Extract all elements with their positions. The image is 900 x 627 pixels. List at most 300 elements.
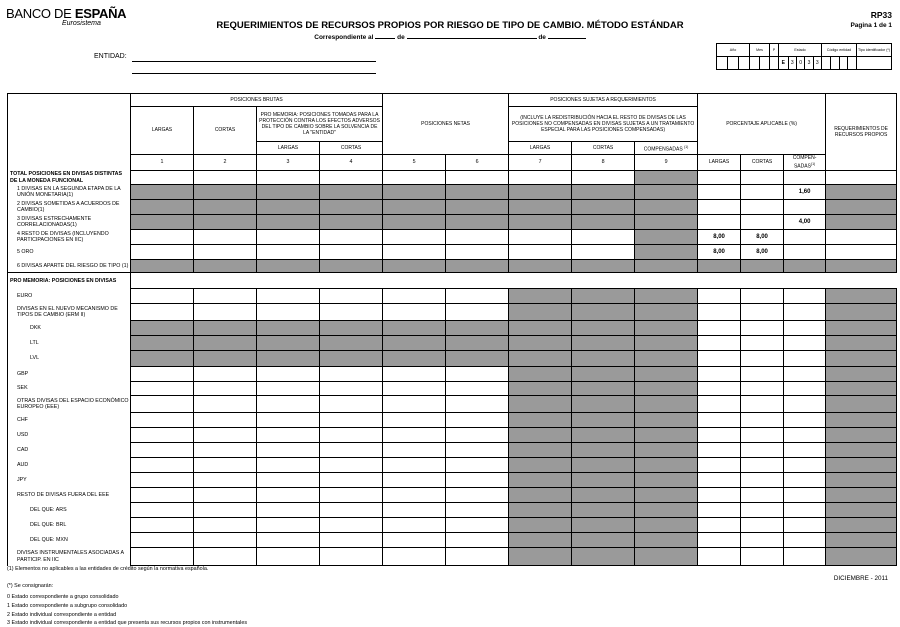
input-cell[interactable] bbox=[784, 473, 826, 488]
input-cell[interactable] bbox=[784, 304, 826, 321]
input-cell[interactable] bbox=[446, 245, 509, 260]
input-cell[interactable] bbox=[741, 518, 784, 533]
p-field[interactable] bbox=[770, 57, 779, 70]
input-cell[interactable] bbox=[383, 245, 446, 260]
input-cell[interactable] bbox=[194, 171, 257, 185]
input-cell[interactable] bbox=[257, 230, 320, 245]
month-digit[interactable] bbox=[760, 57, 770, 70]
input-cell[interactable] bbox=[257, 443, 320, 458]
row-label: DEL QUE: MXN bbox=[8, 533, 131, 548]
input-cell[interactable] bbox=[320, 428, 383, 443]
estado-label: Estado bbox=[779, 44, 822, 57]
disabled-cell bbox=[383, 321, 446, 336]
input-cell[interactable] bbox=[698, 503, 741, 518]
row-label: AUD bbox=[8, 458, 131, 473]
input-cell[interactable] bbox=[383, 503, 446, 518]
estado-digit: 3 bbox=[805, 57, 813, 70]
disabled-cell bbox=[826, 367, 897, 382]
input-cell[interactable] bbox=[257, 428, 320, 443]
input-cell[interactable] bbox=[698, 304, 741, 321]
input-cell[interactable] bbox=[446, 428, 509, 443]
table-row bbox=[8, 230, 897, 245]
disabled-cell bbox=[257, 215, 320, 230]
input-cell[interactable] bbox=[741, 304, 784, 321]
input-cell[interactable] bbox=[446, 304, 509, 321]
row-label: CHF bbox=[8, 413, 131, 428]
row-label: 5 ORO bbox=[8, 245, 131, 260]
input-cell[interactable] bbox=[784, 351, 826, 367]
input-cell[interactable] bbox=[257, 382, 320, 396]
input-cell[interactable] bbox=[826, 230, 897, 245]
disabled-cell bbox=[826, 215, 897, 230]
disabled-cell bbox=[509, 260, 572, 273]
input-cell[interactable] bbox=[320, 458, 383, 473]
table-row bbox=[8, 443, 897, 458]
input-cell[interactable] bbox=[509, 245, 572, 260]
disabled-cell bbox=[572, 533, 635, 548]
input-cell[interactable] bbox=[784, 336, 826, 351]
entity-digit[interactable] bbox=[839, 57, 848, 70]
input-cell[interactable] bbox=[194, 413, 257, 428]
row-label: DIVISAS EN EL NUEVO MECANISMO DE TIPOS DE CAMBIO (ERM II) bbox=[8, 304, 131, 321]
disabled-cell bbox=[131, 351, 194, 367]
disabled-cell bbox=[635, 428, 698, 443]
input-cell[interactable] bbox=[194, 458, 257, 473]
input-cell[interactable] bbox=[131, 443, 194, 458]
disabled-cell bbox=[635, 548, 698, 566]
posiciones-brutas-header: POSICIONES BRUTAS bbox=[131, 94, 383, 107]
codigo-entidad-label: Código entidad bbox=[822, 44, 857, 57]
input-cell[interactable] bbox=[784, 458, 826, 473]
input-cell[interactable] bbox=[320, 304, 383, 321]
disabled-cell bbox=[320, 185, 383, 200]
input-cell[interactable] bbox=[784, 518, 826, 533]
input-cell[interactable] bbox=[194, 367, 257, 382]
input-cell[interactable] bbox=[257, 171, 320, 185]
input-cell[interactable] bbox=[320, 503, 383, 518]
input-cell[interactable] bbox=[446, 473, 509, 488]
input-cell[interactable] bbox=[784, 245, 826, 260]
identification-box bbox=[716, 43, 892, 70]
disabled-cell bbox=[509, 289, 572, 304]
input-cell[interactable] bbox=[741, 185, 784, 200]
input-cell[interactable] bbox=[383, 488, 446, 503]
disabled-cell bbox=[741, 260, 784, 273]
row-label: 3 DIVISAS ESTRECHAMENTE CORRELACIONADAS(1) bbox=[8, 215, 131, 230]
input-cell[interactable] bbox=[509, 230, 572, 245]
input-cell[interactable] bbox=[131, 458, 194, 473]
input-cell[interactable] bbox=[131, 503, 194, 518]
input-cell[interactable] bbox=[741, 336, 784, 351]
table-row bbox=[8, 367, 897, 382]
input-cell[interactable] bbox=[698, 289, 741, 304]
input-cell[interactable] bbox=[698, 396, 741, 413]
footnote-1: (1) Elementos no aplicables a las entidades de crédito según la normativa española. bbox=[7, 566, 209, 572]
input-cell[interactable] bbox=[320, 548, 383, 566]
input-cell[interactable] bbox=[784, 200, 826, 215]
pct-cortas-header: CORTAS bbox=[741, 155, 784, 171]
input-cell[interactable] bbox=[194, 473, 257, 488]
input-cell[interactable] bbox=[194, 230, 257, 245]
input-cell[interactable] bbox=[741, 200, 784, 215]
input-cell[interactable] bbox=[257, 413, 320, 428]
input-cell[interactable] bbox=[257, 503, 320, 518]
year-digit[interactable] bbox=[717, 57, 728, 70]
pct-largas-header: LARGAS bbox=[698, 155, 741, 171]
input-cell[interactable] bbox=[572, 245, 635, 260]
input-cell[interactable] bbox=[383, 230, 446, 245]
input-cell[interactable] bbox=[698, 367, 741, 382]
footnote-option-0: 0 Estado correspondiente a grupo consolidado bbox=[7, 594, 119, 600]
disabled-cell bbox=[572, 215, 635, 230]
input-cell[interactable] bbox=[131, 367, 194, 382]
row-label: 1 DIVISAS EN LA SEGUNDA ETAPA DE LA UNIÓN MONETARIA(1) bbox=[8, 185, 131, 200]
entity-digit[interactable] bbox=[830, 57, 839, 70]
input-cell[interactable] bbox=[131, 428, 194, 443]
input-cell[interactable] bbox=[784, 321, 826, 336]
col-cortas-header: CORTAS bbox=[194, 107, 257, 155]
input-cell[interactable] bbox=[194, 289, 257, 304]
disabled-cell bbox=[572, 336, 635, 351]
input-cell[interactable] bbox=[257, 548, 320, 566]
form-date: DICIEMBRE - 2011 bbox=[833, 575, 888, 582]
input-cell[interactable] bbox=[741, 289, 784, 304]
input-cell[interactable] bbox=[257, 518, 320, 533]
input-cell[interactable] bbox=[698, 200, 741, 215]
disabled-cell bbox=[826, 351, 897, 367]
input-cell[interactable] bbox=[741, 548, 784, 566]
input-cell[interactable] bbox=[741, 396, 784, 413]
input-cell[interactable] bbox=[446, 533, 509, 548]
input-cell[interactable] bbox=[784, 443, 826, 458]
input-cell[interactable] bbox=[741, 488, 784, 503]
disabled-cell bbox=[194, 200, 257, 215]
input-cell[interactable] bbox=[784, 503, 826, 518]
row-label: PRO MEMORIA: POSICIONES EN DIVISAS bbox=[8, 273, 131, 289]
suj-compensadas-header: COMPENSADAS $^{(1)}$ bbox=[635, 142, 698, 155]
input-cell[interactable] bbox=[320, 488, 383, 503]
disabled-cell bbox=[257, 321, 320, 336]
input-cell[interactable] bbox=[257, 304, 320, 321]
input-cell[interactable] bbox=[383, 382, 446, 396]
input-cell[interactable] bbox=[131, 548, 194, 566]
disabled-cell bbox=[572, 428, 635, 443]
input-cell[interactable] bbox=[784, 230, 826, 245]
input-cell[interactable] bbox=[257, 473, 320, 488]
input-cell[interactable] bbox=[446, 289, 509, 304]
input-cell[interactable] bbox=[194, 503, 257, 518]
disabled-cell bbox=[635, 215, 698, 230]
input-cell[interactable] bbox=[194, 533, 257, 548]
input-cell[interactable] bbox=[741, 428, 784, 443]
input-cell[interactable] bbox=[383, 458, 446, 473]
disabled-cell bbox=[635, 367, 698, 382]
input-cell[interactable] bbox=[698, 548, 741, 566]
input-cell[interactable] bbox=[194, 428, 257, 443]
disabled-cell bbox=[131, 321, 194, 336]
input-cell[interactable] bbox=[194, 396, 257, 413]
input-cell[interactable] bbox=[741, 443, 784, 458]
entidad-line-2[interactable] bbox=[132, 73, 376, 74]
entity-digit[interactable] bbox=[848, 57, 857, 70]
disabled-cell bbox=[635, 304, 698, 321]
input-cell[interactable] bbox=[446, 413, 509, 428]
input-cell[interactable] bbox=[446, 171, 509, 185]
input-cell[interactable] bbox=[131, 413, 194, 428]
input-cell[interactable] bbox=[320, 289, 383, 304]
input-cell[interactable] bbox=[131, 289, 194, 304]
col-largas-header: LARGAS bbox=[131, 107, 194, 155]
input-cell[interactable] bbox=[741, 458, 784, 473]
input-cell[interactable] bbox=[446, 443, 509, 458]
input-cell[interactable] bbox=[383, 428, 446, 443]
input-cell[interactable] bbox=[446, 488, 509, 503]
row-label: DEL QUE: BRL bbox=[8, 518, 131, 533]
input-cell[interactable] bbox=[572, 171, 635, 185]
input-cell[interactable] bbox=[194, 245, 257, 260]
input-cell[interactable] bbox=[131, 473, 194, 488]
input-cell[interactable] bbox=[784, 382, 826, 396]
input-cell[interactable] bbox=[446, 396, 509, 413]
input-cell[interactable] bbox=[784, 428, 826, 443]
disabled-cell bbox=[509, 548, 572, 566]
input-cell[interactable] bbox=[698, 171, 741, 185]
table-row bbox=[8, 533, 897, 548]
table-row bbox=[8, 473, 897, 488]
input-cell[interactable] bbox=[572, 230, 635, 245]
input-cell[interactable] bbox=[509, 171, 572, 185]
table-row bbox=[8, 289, 897, 304]
input-cell[interactable] bbox=[320, 230, 383, 245]
disabled-cell bbox=[572, 351, 635, 367]
input-cell[interactable] bbox=[446, 230, 509, 245]
input-cell[interactable] bbox=[320, 533, 383, 548]
table-row bbox=[8, 428, 897, 443]
input-cell[interactable] bbox=[741, 473, 784, 488]
input-cell[interactable] bbox=[826, 171, 897, 185]
input-cell[interactable] bbox=[741, 215, 784, 230]
table-row bbox=[8, 200, 897, 215]
input-cell[interactable] bbox=[741, 533, 784, 548]
input-cell[interactable] bbox=[741, 367, 784, 382]
input-cell[interactable] bbox=[257, 289, 320, 304]
disabled-cell bbox=[572, 382, 635, 396]
row-label: SEK bbox=[8, 382, 131, 396]
input-cell[interactable] bbox=[698, 443, 741, 458]
input-cell[interactable] bbox=[383, 289, 446, 304]
input-cell[interactable] bbox=[131, 230, 194, 245]
disabled-cell bbox=[826, 260, 897, 273]
input-cell[interactable] bbox=[383, 548, 446, 566]
disabled-cell bbox=[320, 260, 383, 273]
input-cell[interactable] bbox=[446, 458, 509, 473]
disabled-cell bbox=[572, 443, 635, 458]
input-cell[interactable] bbox=[131, 533, 194, 548]
input-cell[interactable] bbox=[784, 533, 826, 548]
input-cell[interactable] bbox=[446, 367, 509, 382]
input-cell[interactable] bbox=[320, 443, 383, 458]
input-cell[interactable] bbox=[698, 336, 741, 351]
input-cell[interactable] bbox=[698, 215, 741, 230]
input-cell[interactable] bbox=[257, 367, 320, 382]
input-cell[interactable] bbox=[194, 518, 257, 533]
input-cell[interactable] bbox=[131, 382, 194, 396]
disabled-cell bbox=[635, 488, 698, 503]
input-cell[interactable] bbox=[698, 185, 741, 200]
disabled-cell bbox=[320, 200, 383, 215]
year-digit[interactable] bbox=[728, 57, 739, 70]
input-cell[interactable] bbox=[131, 171, 194, 185]
disabled-cell bbox=[826, 458, 897, 473]
input-cell[interactable] bbox=[698, 382, 741, 396]
disabled-cell bbox=[572, 289, 635, 304]
input-cell[interactable] bbox=[698, 473, 741, 488]
input-cell[interactable] bbox=[194, 382, 257, 396]
table-row bbox=[8, 304, 897, 321]
row-label: DIVISAS INSTRUMENTALES ASOCIADAS A PARTICIP. EN IIC bbox=[8, 548, 131, 566]
input-cell[interactable] bbox=[784, 548, 826, 566]
input-cell[interactable] bbox=[320, 473, 383, 488]
input-cell[interactable] bbox=[698, 351, 741, 367]
input-cell[interactable] bbox=[784, 413, 826, 428]
input-cell[interactable] bbox=[383, 396, 446, 413]
table-row bbox=[8, 260, 897, 273]
estado-digit: 3 bbox=[813, 57, 821, 70]
input-cell[interactable] bbox=[257, 458, 320, 473]
form-title: REQUERIMIENTOS DE RECURSOS PROPIOS POR RIESGO DE TIPO DE CAMBIO. MÉTODO ESTÁNDAR bbox=[216, 20, 684, 31]
disabled-cell bbox=[572, 458, 635, 473]
input-cell[interactable] bbox=[320, 367, 383, 382]
table-row bbox=[8, 351, 897, 367]
input-cell[interactable] bbox=[383, 413, 446, 428]
col-number: 2 bbox=[194, 155, 257, 171]
disabled-cell bbox=[572, 200, 635, 215]
disabled-cell bbox=[194, 336, 257, 351]
input-cell[interactable] bbox=[194, 304, 257, 321]
month-digit[interactable] bbox=[750, 57, 760, 70]
pct-compen-header: COMPEN-SADAS$^{(1)}$ bbox=[784, 155, 826, 171]
input-cell[interactable] bbox=[194, 548, 257, 566]
disabled-cell bbox=[572, 185, 635, 200]
disabled-cell bbox=[131, 215, 194, 230]
entity-digit[interactable] bbox=[822, 57, 831, 70]
input-cell[interactable] bbox=[131, 245, 194, 260]
input-cell[interactable] bbox=[698, 428, 741, 443]
tipo-identificador-field[interactable] bbox=[857, 57, 892, 70]
disabled-cell bbox=[635, 458, 698, 473]
input-cell[interactable] bbox=[383, 533, 446, 548]
disabled-cell bbox=[509, 215, 572, 230]
input-cell[interactable] bbox=[784, 367, 826, 382]
input-cell[interactable] bbox=[784, 171, 826, 185]
input-cell[interactable] bbox=[446, 548, 509, 566]
input-cell[interactable] bbox=[257, 245, 320, 260]
entidad-label: ENTIDAD: bbox=[94, 53, 127, 60]
input-cell[interactable] bbox=[320, 413, 383, 428]
disabled-cell bbox=[635, 396, 698, 413]
disabled-cell bbox=[509, 304, 572, 321]
input-cell[interactable] bbox=[698, 458, 741, 473]
input-cell[interactable] bbox=[320, 382, 383, 396]
entidad-line-1[interactable] bbox=[132, 61, 376, 62]
input-cell[interactable] bbox=[194, 443, 257, 458]
input-cell[interactable] bbox=[320, 245, 383, 260]
disabled-cell bbox=[509, 488, 572, 503]
disabled-cell bbox=[131, 260, 194, 273]
input-cell[interactable] bbox=[784, 488, 826, 503]
table-row bbox=[8, 488, 897, 503]
input-cell[interactable] bbox=[741, 503, 784, 518]
row-label: RESTO DE DIVISAS FUERA DEL EEE bbox=[8, 488, 131, 503]
input-cell[interactable] bbox=[383, 304, 446, 321]
input-cell[interactable] bbox=[383, 367, 446, 382]
disabled-cell bbox=[826, 503, 897, 518]
disabled-cell bbox=[826, 413, 897, 428]
input-cell[interactable] bbox=[741, 351, 784, 367]
disabled-cell bbox=[446, 215, 509, 230]
input-cell[interactable] bbox=[131, 488, 194, 503]
input-cell[interactable] bbox=[741, 382, 784, 396]
row-label: 2 DIVISAS SOMETIDAS A ACUERDOS DE CAMBIO(1) bbox=[8, 200, 131, 215]
input-cell[interactable] bbox=[320, 396, 383, 413]
input-cell[interactable] bbox=[826, 245, 897, 260]
input-cell[interactable] bbox=[257, 533, 320, 548]
table-row bbox=[8, 215, 897, 230]
disabled-cell bbox=[826, 533, 897, 548]
table-row bbox=[8, 548, 897, 566]
input-cell[interactable] bbox=[257, 396, 320, 413]
input-cell[interactable] bbox=[320, 518, 383, 533]
input-cell[interactable] bbox=[698, 413, 741, 428]
fixed-percentage: 8,00 bbox=[741, 230, 784, 245]
input-cell[interactable] bbox=[383, 518, 446, 533]
disabled-cell bbox=[635, 321, 698, 336]
input-cell[interactable] bbox=[698, 488, 741, 503]
input-cell[interactable] bbox=[383, 473, 446, 488]
table-row bbox=[8, 458, 897, 473]
input-cell[interactable] bbox=[383, 443, 446, 458]
input-cell[interactable] bbox=[131, 304, 194, 321]
input-cell[interactable] bbox=[741, 413, 784, 428]
input-cell[interactable] bbox=[383, 171, 446, 185]
disabled-cell bbox=[635, 171, 698, 185]
disabled-cell bbox=[131, 336, 194, 351]
input-cell[interactable] bbox=[257, 488, 320, 503]
estado-digit: 3 bbox=[788, 57, 796, 70]
input-cell[interactable] bbox=[784, 289, 826, 304]
input-cell[interactable] bbox=[320, 171, 383, 185]
input-cell[interactable] bbox=[698, 321, 741, 336]
input-cell[interactable] bbox=[446, 503, 509, 518]
input-cell[interactable] bbox=[131, 396, 194, 413]
input-cell[interactable] bbox=[741, 171, 784, 185]
input-cell[interactable] bbox=[194, 488, 257, 503]
input-cell[interactable] bbox=[741, 321, 784, 336]
input-cell[interactable] bbox=[698, 533, 741, 548]
fixed-percentage: 8,00 bbox=[698, 230, 741, 245]
input-cell[interactable] bbox=[446, 518, 509, 533]
input-cell[interactable] bbox=[446, 382, 509, 396]
col-number: 8 bbox=[572, 155, 635, 171]
row-label: DEL QUE: ARS bbox=[8, 503, 131, 518]
input-cell[interactable] bbox=[784, 396, 826, 413]
year-digit[interactable] bbox=[739, 57, 750, 70]
input-cell[interactable] bbox=[131, 518, 194, 533]
input-cell[interactable] bbox=[698, 518, 741, 533]
table-row bbox=[8, 382, 897, 396]
disabled-cell bbox=[509, 396, 572, 413]
fixed-percentage: 8,00 bbox=[698, 245, 741, 260]
